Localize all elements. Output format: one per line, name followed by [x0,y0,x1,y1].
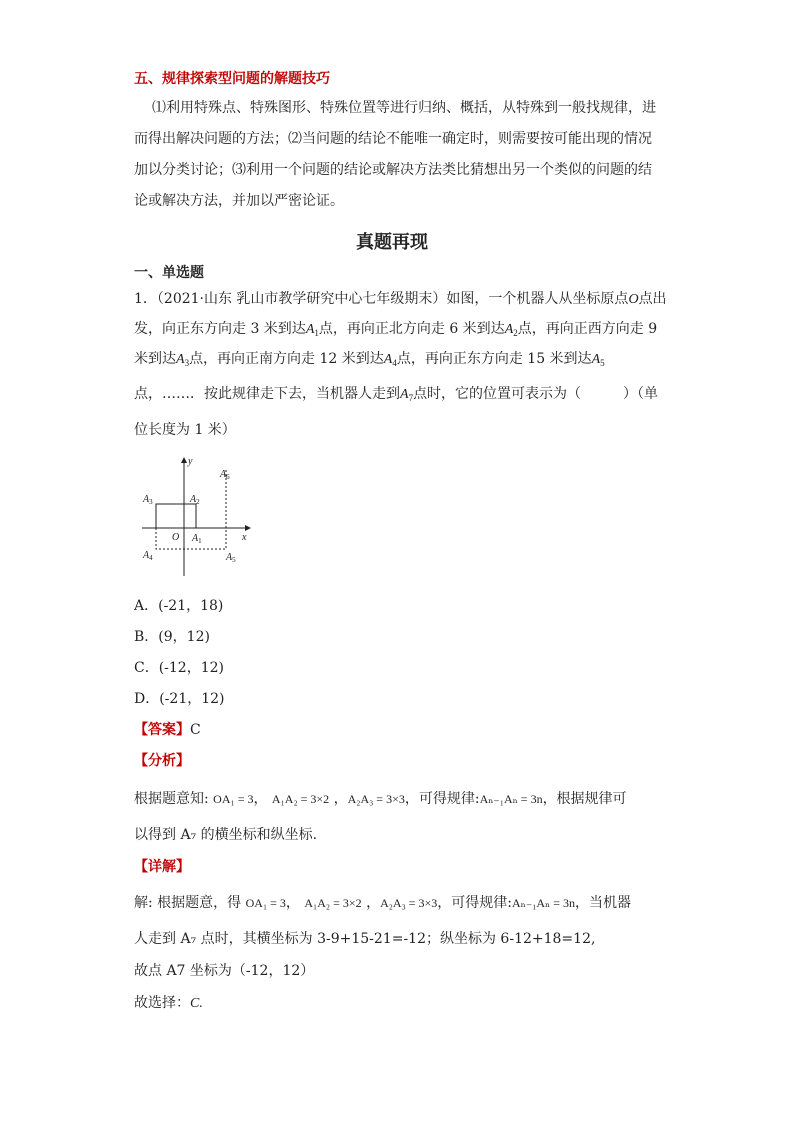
question-line: 位长度为 1 米） [134,422,236,438]
paragraph-line: 论或解决方法，并加以严密论证。 [134,193,344,209]
point-label-a3: $A_3$ [143,494,153,506]
question-line: 发，向正东方向走 3 米到达$A_1$点，再向正北方向走 6 米到达$A_2$点，再向正西方向走 9 [134,321,658,338]
point-label-a4: $A_4$ [143,550,153,562]
y-axis-label: y [188,456,193,467]
path-dashed [156,470,226,549]
option-b[interactable]: B．(9，12) [134,629,210,645]
section-heading: 五、规律探索型问题的解题技巧 [134,71,330,87]
detail-line: 故点 A7 坐标为（-12，12） [134,963,315,979]
page-title: 真题再现 [356,232,428,253]
detail-line: 解: 根据题意，得 OA₁ = 3， A₁A₂ = 3×2 ，A₂A₃ = 3×3，可得规律:Aₙ₋₁Aₙ = 3n，当机器 [134,895,632,911]
answer-label: 【答案】 [134,722,190,738]
x-axis-label: x [242,532,247,543]
paragraph-line: 而得出解决问题的方法；⑵当问题的结论不能唯一确定时，则需要按可能出现的情况 [134,131,652,147]
point-label-a2: $A_2$ [190,494,200,506]
question-line: 1．（2021·山东 乳山市教学研究中心七年级期末）如图，一个机器人从坐标原点O点出 [134,291,667,307]
coordinate-figure [138,452,258,582]
detail-line: 人走到 A₇ 点时，其横坐标为 3-9+15-21=-12；纵坐标为 6-12+18=12, [134,931,596,947]
option-a[interactable]: A．(-21，18) [134,598,224,614]
paragraph-line: ⑴利用特殊点、特殊图形、特殊位置等进行归纳、概括，从特殊到一般找规律，进 [152,100,656,116]
origin-label: O [172,532,180,543]
detail-line: 故选择：C. [134,995,203,1011]
option-d[interactable]: D．(-21，12) [134,691,225,707]
point-label-a5: $A_5$ [226,552,236,564]
point-label-a6: $A_6$ [220,469,230,481]
option-c[interactable]: C．(-12，12) [134,660,224,676]
analysis-line: 根据题意知: OA₁ = 3， A₁A₂ = 3×2 ，A₂A₃ = 3×3，可得规律:Aₙ₋₁Aₙ = 3n，根据规律可 [134,791,627,807]
analysis-line: 以得到 A₇ 的横坐标和纵坐标. [134,827,318,843]
answer [134,721,201,739]
detail-label: 【详解】 [134,859,190,875]
analysis-label: 【分析】 [134,753,190,769]
question-line: 米到达$A_3$点，再向正南方向走 12 米到达$A_4$点，再向正东方向走 15 米到达$A_5$ [134,351,605,368]
subsection-heading: 一、单选题 [134,265,204,281]
question-line: 点，……．按此规律走下去，当机器人走到$A_7$点时，它的位置可表示为（ ）（单 [134,386,659,403]
path-rect-upper [156,504,196,528]
answer-value: C [190,722,201,738]
point-label-a1: $A_1$ [192,533,202,545]
paragraph-line: 加以分类讨论；⑶利用一个问题的结论或解决方法类比猜想出另一个类似的问题的结 [134,162,652,178]
